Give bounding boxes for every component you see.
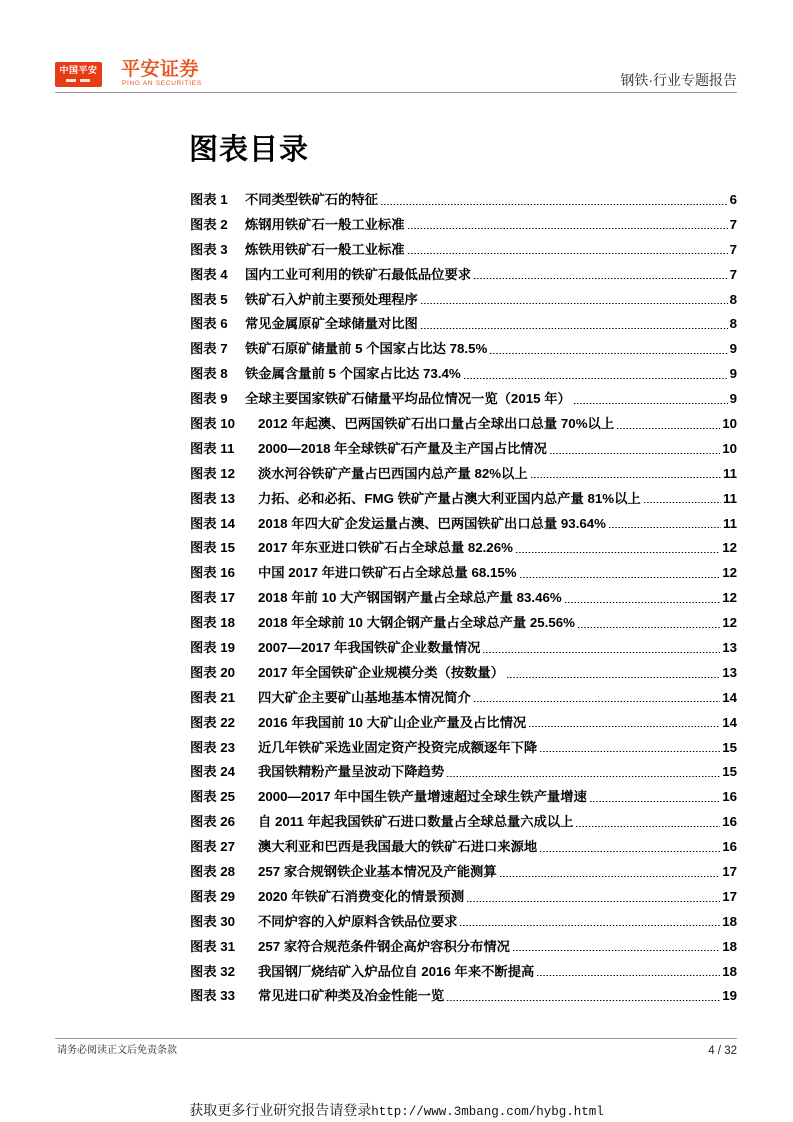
toc-entry-label: 图表 29 — [190, 888, 236, 904]
toc-entry-dot-leader — [381, 204, 728, 205]
toc-entry-label: 图表 2 — [190, 216, 228, 232]
toc-entry[interactable] — [190, 237, 737, 262]
toc-entry-dot-leader — [578, 627, 720, 628]
toc-entry-page-number: 16 — [722, 789, 737, 805]
toc-entry-dot-leader — [447, 1000, 720, 1001]
toc-entry-title: 铁金属含量前 5 个国家占比达 73.4% — [245, 366, 461, 382]
toc-entry[interactable] — [190, 362, 737, 387]
toc-entry-title: 2018 年全球前 10 大钢企钢产量占全球总产量 25.56% — [258, 615, 575, 631]
toc-entry-title: 铁矿石入炉前主要预处理程序 — [245, 291, 418, 307]
footer-divider — [55, 1038, 737, 1039]
toc-entry[interactable] — [190, 287, 737, 312]
toc-entry-label: 图表 27 — [190, 839, 236, 855]
toc-entry-label: 图表 8 — [190, 366, 228, 382]
toc-entry-page-number: 16 — [722, 814, 737, 830]
toc-entry-title: 2017 年全国铁矿企业规模分类（按数量） — [258, 664, 505, 680]
toc-entry[interactable] — [190, 909, 737, 934]
toc-entry-page-number: 11 — [722, 490, 737, 506]
toc-entry-page-number: 11 — [722, 465, 737, 481]
promo-line — [0, 1101, 793, 1121]
toc-entry-dot-leader — [467, 901, 720, 902]
toc-entry-title: 四大矿企主要矿山基地基本情况简介 — [258, 689, 471, 705]
toc-entry-title: 257 家符合规范条件钢企高炉容积分布情况 — [258, 938, 510, 954]
toc-entry-title: 自 2011 年起我国铁矿石进口数量占全球总量六成以上 — [258, 814, 574, 830]
toc-entry-page-number: 7 — [729, 266, 737, 282]
toc-entry-dot-leader — [644, 502, 721, 503]
toc-entry-label: 图表 28 — [190, 863, 236, 879]
toc-entry[interactable] — [190, 212, 737, 237]
toc-entry-label: 图表 15 — [190, 540, 236, 556]
toc-entry-page-number: 10 — [722, 440, 737, 456]
toc-entry-title: 铁矿石原矿储量前 5 个国家占比达 78.5% — [245, 341, 488, 357]
toc-entry-page-number: 13 — [722, 639, 737, 655]
toc-entry-label: 图表 13 — [190, 490, 236, 506]
toc-entry[interactable] — [190, 337, 737, 362]
toc-entry[interactable] — [190, 586, 737, 611]
toc-entry-label: 图表 30 — [190, 913, 236, 929]
toc-entry-title: 不同炉容的入炉原料含铁品位要求 — [258, 913, 458, 929]
toc-entry[interactable] — [190, 735, 737, 760]
footer-disclaimer: 请务必阅读正文后免责条款 — [57, 1045, 177, 1056]
toc-entry-label: 图表 16 — [190, 565, 236, 581]
toc-entry-dot-leader — [574, 403, 728, 404]
logo-tagline-mark — [66, 79, 76, 82]
header-divider — [55, 92, 737, 93]
logo-badge-text: 中国平安 — [59, 65, 98, 75]
toc-entry-label: 图表 20 — [190, 664, 236, 680]
toc-entry-dot-leader — [474, 278, 728, 279]
toc-entry-page-number: 12 — [722, 565, 737, 581]
toc-entry[interactable] — [190, 387, 737, 412]
toc-entry[interactable] — [190, 860, 737, 885]
toc-entry-title: 2007—2017 年我国铁矿企业数量情况 — [258, 639, 481, 655]
toc-entry-title: 2018 年四大矿企发运量占澳、巴两国铁矿出口总量 93.64% — [258, 515, 607, 531]
toc-entry-page-number: 8 — [729, 316, 737, 332]
toc-entry-dot-leader — [617, 428, 720, 429]
toc-entry-dot-leader — [590, 801, 720, 802]
toc-entry-label: 图表 21 — [190, 689, 236, 705]
toc-entry-label: 图表 12 — [190, 465, 236, 481]
toc-list — [190, 188, 737, 1009]
toc-entry-title: 全球主要国家铁矿石储量平均品位情况一览（2015 年） — [245, 391, 571, 407]
toc-entry-title: 澳大利亚和巴西是我国最大的铁矿石进口来源地 — [258, 839, 538, 855]
toc-entry-label: 图表 1 — [190, 191, 228, 207]
toc-entry[interactable] — [190, 536, 737, 561]
toc-entry-title: 2000—2018 年全球铁矿石产量及主产国占比情况 — [258, 440, 547, 456]
toc-entry-page-number: 9 — [729, 341, 737, 357]
toc-entry-dot-leader — [516, 552, 720, 553]
toc-entry-dot-leader — [464, 378, 728, 379]
toc-entry-label: 图表 23 — [190, 739, 236, 755]
toc-entry-title: 常见金属原矿全球储量对比图 — [245, 316, 418, 332]
logo-tagline-mark — [80, 79, 90, 82]
toc-entry-title: 我国钢厂烧结矿入炉品位自 2016 年来不断提高 — [258, 963, 535, 979]
toc-entry-label: 图表 10 — [190, 415, 236, 431]
toc-entry[interactable] — [190, 188, 737, 213]
toc-entry-page-number: 19 — [722, 988, 737, 1004]
toc-entry-label: 图表 17 — [190, 590, 236, 606]
toc-entry[interactable] — [190, 312, 737, 337]
toc-entry[interactable] — [190, 710, 737, 735]
toc-entry-label: 图表 26 — [190, 814, 236, 830]
toc-entry-label: 图表 22 — [190, 714, 236, 730]
toc-entry[interactable] — [190, 810, 737, 835]
toc-entry[interactable] — [190, 959, 737, 984]
toc-entry-dot-leader — [447, 776, 720, 777]
toc-entry-page-number: 18 — [722, 938, 737, 954]
toc-entry[interactable] — [190, 561, 737, 586]
toc-entry-title: 2012 年起澳、巴两国铁矿石出口量占全球出口总量 70%以上 — [258, 415, 615, 431]
toc-entry[interactable] — [190, 486, 737, 511]
toc-entry-label: 图表 31 — [190, 938, 236, 954]
toc-entry-dot-leader — [513, 950, 720, 951]
toc-entry-dot-leader — [576, 826, 720, 827]
toc-entry-page-number: 15 — [722, 739, 737, 755]
toc-entry-dot-leader — [537, 975, 720, 976]
promo-text: 获取更多行业研究报告请登录 — [189, 1103, 372, 1119]
toc-entry-title: 淡水河谷铁矿产量占巴西国内总产量 82%以上 — [258, 465, 528, 481]
toc-entry-page-number: 12 — [722, 590, 737, 606]
toc-entry-title: 2017 年东亚进口铁矿石占全球总量 82.26% — [258, 540, 513, 556]
toc-entry-title: 国内工业可利用的铁矿石最低品位要求 — [245, 266, 472, 282]
toc-entry-dot-leader — [408, 253, 728, 254]
toc-entry[interactable] — [190, 436, 737, 461]
toc-entry-page-number: 12 — [722, 540, 737, 556]
ping-an-logo-badge — [55, 62, 102, 87]
toc-entry-page-number: 13 — [722, 664, 737, 680]
toc-entry-title: 2000—2017 年中国生铁产量增速超过全球生铁产量增速 — [258, 789, 587, 805]
toc-entry-title: 不同类型铁矿石的特征 — [245, 191, 378, 207]
toc-entry-label: 图表 4 — [190, 266, 228, 282]
toc-entry-dot-leader — [474, 701, 720, 702]
toc-entry-page-number: 12 — [722, 615, 737, 631]
toc-entry-page-number: 17 — [722, 863, 737, 879]
toc-entry-dot-leader — [609, 527, 721, 528]
toc-entry-title: 炼铁用铁矿石一般工业标准 — [245, 241, 405, 257]
page-indicator: 4 / 32 — [708, 1045, 737, 1057]
toc-entry-page-number: 8 — [729, 291, 737, 307]
toc-entry[interactable] — [190, 934, 737, 959]
toc-entry[interactable] — [190, 660, 737, 685]
toc-entry-title: 2018 年前 10 大产钢国钢产量占全球总产量 83.46% — [258, 590, 562, 606]
toc-entry-label: 图表 33 — [190, 988, 236, 1004]
toc-entry-title: 常见进口矿种类及冶金性能一览 — [258, 988, 445, 1004]
toc-entry-page-number: 18 — [722, 963, 737, 979]
toc-entry-page-number: 16 — [722, 839, 737, 855]
toc-entry-dot-leader — [507, 677, 720, 678]
toc-entry[interactable] — [190, 760, 737, 785]
toc-entry-page-number: 17 — [722, 888, 737, 904]
toc-entry-label: 图表 25 — [190, 789, 236, 805]
toc-entry-dot-leader — [421, 303, 728, 304]
toc-entry-dot-leader — [540, 851, 720, 852]
toc-entry-page-number: 9 — [729, 366, 737, 382]
toc-entry-label: 图表 14 — [190, 515, 236, 531]
toc-entry-dot-leader — [540, 751, 720, 752]
toc-entry-title: 近几年铁矿采选业固定资产投资完成额逐年下降 — [258, 739, 538, 755]
toc-entry-page-number: 7 — [729, 216, 737, 232]
toc-entry-dot-leader — [529, 726, 720, 727]
toc-entry[interactable] — [190, 984, 737, 1009]
toc-entry-page-number: 6 — [729, 191, 737, 207]
toc-entry[interactable] — [190, 511, 737, 536]
toc-entry[interactable] — [190, 785, 737, 810]
toc-entry-label: 图表 24 — [190, 764, 236, 780]
toc-entry[interactable] — [190, 262, 737, 287]
toc-entry[interactable] — [190, 412, 737, 437]
toc-entry-page-number: 14 — [722, 689, 737, 705]
toc-entry-label: 图表 7 — [190, 341, 228, 357]
toc-entry-title: 2016 年我国前 10 大矿山企业产量及占比情况 — [258, 714, 527, 730]
page-header — [0, 0, 793, 93]
toc-entry-page-number: 15 — [722, 764, 737, 780]
toc-entry-title: 力拓、必和必拓、FMG 铁矿产量占澳大利亚国内总产量 81%以上 — [258, 490, 641, 506]
toc-entry-label: 图表 9 — [190, 391, 228, 407]
toc-entry-dot-leader — [490, 353, 727, 354]
toc-entry[interactable] — [190, 461, 737, 486]
toc-entry[interactable] — [190, 835, 737, 860]
toc-entry-dot-leader — [565, 602, 721, 603]
brand-name: 平安证券 — [121, 59, 200, 80]
toc-entry-dot-leader — [520, 577, 721, 578]
toc-entry-title: 2020 年铁矿石消费变化的情景预测 — [258, 888, 465, 904]
toc-entry-dot-leader — [531, 477, 721, 478]
toc-entry[interactable] — [190, 636, 737, 661]
toc-entry-label: 图表 5 — [190, 291, 228, 307]
toc-entry-dot-leader — [500, 876, 721, 877]
toc-entry-title: 炼钢用铁矿石一般工业标准 — [245, 216, 405, 232]
promo-url-link[interactable]: http://www.3mbang.com/hybg.html — [371, 1105, 604, 1119]
toc-entry[interactable] — [190, 685, 737, 710]
toc-entry[interactable] — [190, 611, 737, 636]
toc-entry-dot-leader — [460, 925, 720, 926]
toc-entry-label: 图表 6 — [190, 316, 228, 332]
toc-entry-title: 我国铁精粉产量呈波动下降趋势 — [258, 764, 445, 780]
toc-entry-label: 图表 19 — [190, 639, 236, 655]
toc-entry-label: 图表 18 — [190, 615, 236, 631]
toc-entry-dot-leader — [421, 328, 728, 329]
toc-entry-dot-leader — [550, 453, 720, 454]
toc-entry-label: 图表 11 — [190, 440, 235, 456]
toc-entry-page-number: 11 — [722, 515, 737, 531]
toc-entry-dot-leader — [483, 652, 720, 653]
toc-entry-page-number: 14 — [722, 714, 737, 730]
toc-entry-page-number: 9 — [729, 391, 737, 407]
toc-entry-page-number: 18 — [722, 913, 737, 929]
page-title: 图表目录 — [189, 134, 310, 166]
brand-name-en: PING AN SECURITIES — [122, 80, 202, 87]
toc-entry-page-number: 10 — [722, 415, 737, 431]
toc-entry-page-number: 7 — [729, 241, 737, 257]
toc-entry-title: 257 家合规钢铁企业基本情况及产能测算 — [258, 863, 497, 879]
toc-entry-label: 图表 3 — [190, 241, 228, 257]
toc-entry-title: 中国 2017 年进口铁矿石占全球总量 68.15% — [258, 565, 517, 581]
toc-entry-dot-leader — [408, 228, 728, 229]
toc-entry[interactable] — [190, 884, 737, 909]
toc-entry-label: 图表 32 — [190, 963, 236, 979]
report-category: 钢铁·行业专题报告 — [620, 72, 737, 88]
